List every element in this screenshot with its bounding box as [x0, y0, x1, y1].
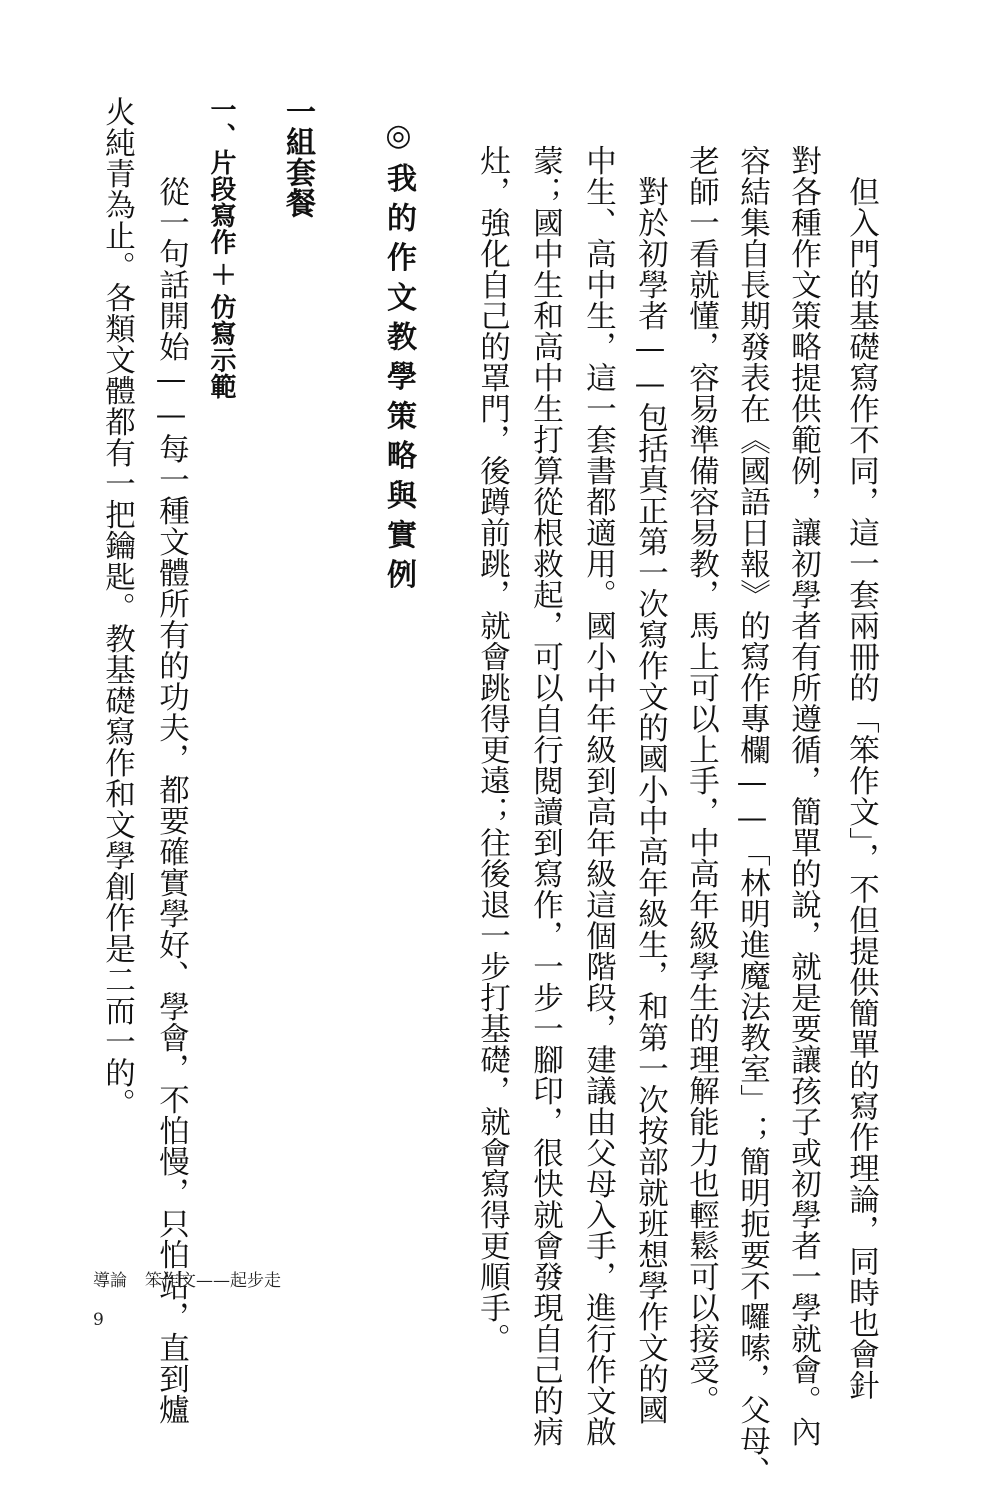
paragraph-1-line-4: 老師一看就懂，容易準備容易教，馬上可以上手，中高年級學生的理解能力也輕鬆可以接受。 [683, 145, 719, 1416]
footer-title: 笨作文——起步走 [145, 1271, 281, 1291]
paragraph-1-line-3: 容結集自長期發表在《國語日報》的寫作專欄——「林明進魔法教室」；簡明扼要不囉嗦，父母、 [734, 145, 770, 1487]
subsection-prefix: 一、 [206, 96, 236, 149]
paragraph-1-line-1: 但入門的基礎寫作不同，這一套兩冊的「笨作文」，不但提供簡單的寫作理論，同時也會針 [843, 145, 879, 1401]
section-body-line-2: 火純青為止。各類文體都有一把鑰匙。教基礎寫作和文學創作是二而一的。 [99, 96, 135, 1119]
running-footer [93, 1266, 281, 1291]
plus-sign: ＋ [206, 261, 236, 288]
paragraph-2-line-1: 對於初學者——包括真正第一次寫作文的國小中高年級生，和第一次按部就班想學作文的國 [632, 145, 668, 1425]
section-title: 一組套餐 [280, 96, 315, 218]
paragraph-1-line-2: 對各種作文策略提供範例，讓初學者有所遵循，簡單的說，就是要讓孩子或初學者一學就會。內 [785, 145, 821, 1447]
subsection-part-2: 仿寫示範 [206, 293, 236, 400]
paragraph-2-line-3: 蒙；國中生和高中生打算從根救起，可以自行閱讀到寫作，一步一腳印，很快就會發現自己的病 [527, 145, 563, 1447]
paragraph-2-line-4: 灶，強化自己的罩門，後蹲前跳，就會跳得更遠；往後退一步打基礎，就會寫得更順手。 [474, 145, 510, 1354]
section-body-line-1: 從一句話開始——每一種文體所有的功夫，都要確實學好、學會，不怕慢，只怕站，直到爐 [153, 145, 189, 1425]
paragraph-2-line-2: 中生、高中生，這一套書都適用。國小中年級到高年級這個階段，建議由父母入手，進行作文啟 [580, 145, 616, 1447]
chapter-heading: ◎我的作文教學策略與實例 [381, 118, 416, 599]
page-number: 9 [93, 1310, 104, 1330]
subsection-part-1: 片段寫作 [206, 149, 236, 255]
subsection-heading [208, 96, 234, 400]
footer-chapter: 導論 [93, 1271, 127, 1291]
